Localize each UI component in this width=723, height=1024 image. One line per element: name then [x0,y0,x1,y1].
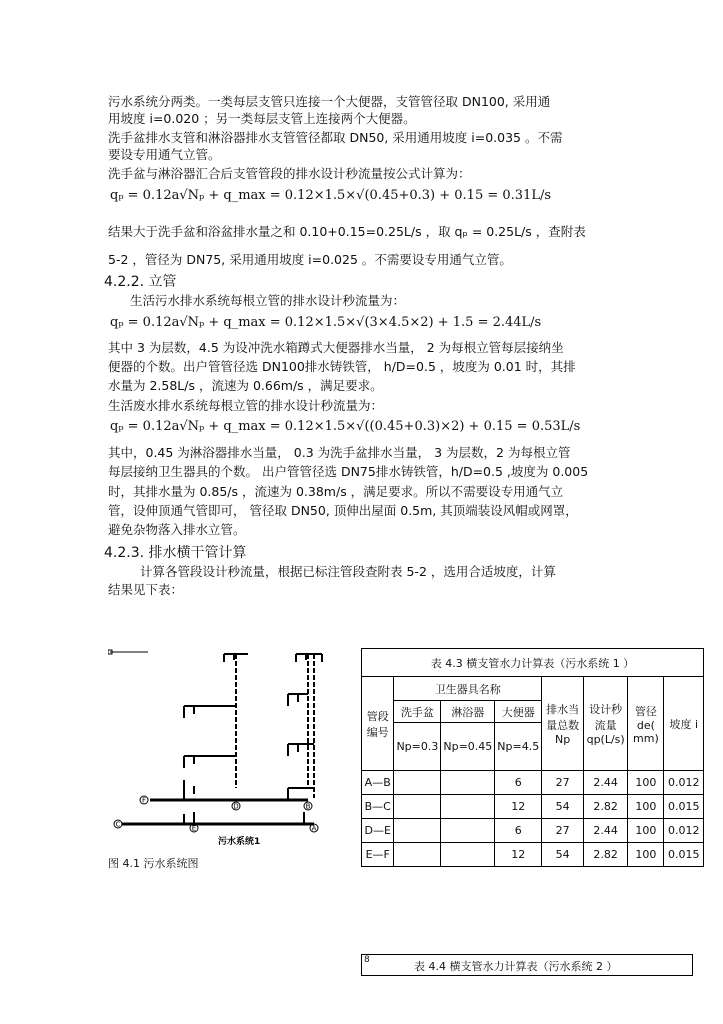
table-cell: 0.015 [664,795,704,819]
table-cell [441,771,495,795]
text-line: 生活污水排水系统每根立管的排水设计秒流量为： [130,293,406,308]
table-cell [441,819,495,843]
section-heading-4-2-3: 4.2.3. 排水横干管计算 [104,545,247,561]
hydraulic-table-4-3 [361,648,704,867]
sewage-system-diagram [108,648,350,848]
table-row [362,819,704,843]
table-cell [394,819,441,843]
table-cell: 0.012 [664,819,704,843]
table-cell: 6 [495,771,542,795]
table-cell: 100 [628,843,664,867]
text-line: 时，其排水量为 0.85/s ，流速为 0.38m/s ，满足要求。所以不需要设专用通气立 [108,484,564,499]
table-row [362,795,704,819]
table-cell: 12 [495,843,542,867]
formula-stack-sewage: qₚ = 0.12a√Nₚ + q_max = 0.12×1.5×√(3×4.5×2) + 1.5 = 2.44L/s [110,315,542,330]
table-cell: E—F [362,843,394,867]
table-cell [394,795,441,819]
header-shower: 淋浴器 [441,701,495,723]
table-title: 表 4.4 横支管水力计算表（污水系统 2 ） [414,960,618,973]
header-slope: 坡度 i [664,677,704,771]
text-line: 用坡度 i=0.020 ；另一类每层支管上连接两个大便器。 [108,111,416,126]
node-label: F [141,796,147,805]
table-cell: 27 [542,771,584,795]
text-line: 结果见下表： [108,582,184,597]
table-cell [394,843,441,867]
formula-stack-waste: qₚ = 0.12a√Nₚ + q_max = 0.12×1.5×√((0.45+0.3)×2) + 0.15 = 0.53L/s [110,419,581,434]
diagram-label: 污水系统1 [218,837,261,847]
table-cell: 2.82 [583,795,627,819]
node-label: C [115,820,121,829]
text-line: 避免杂物落入排水立管。 [108,522,246,537]
table-title: 表 4.3 横支管水力计算表（污水系统 1 ） [362,649,704,677]
table-cell [394,771,441,795]
table-cell: 6 [495,819,542,843]
table-cell: 54 [542,843,584,867]
table-cell [441,843,495,867]
table-row [362,771,704,795]
table-cell: 2.82 [583,843,627,867]
table-cell: 27 [542,819,584,843]
text-line: 要设专用通气立管。 [108,147,221,162]
formula-branch: qₚ = 0.12a√Nₚ + q_max = 0.12×1.5×√(0.45+0.3) + 0.15 = 0.31L/s [110,188,552,203]
text-line: 污水系统分两类。一类每层支管只连接一个大便器，支管管径取 DN100, 采用通 [108,94,551,109]
node-label: D [233,802,239,811]
table-cell: 100 [628,819,664,843]
table-cell [441,795,495,819]
node-label: B [305,802,311,811]
figure-caption: 图 4.1 污水系统图 [108,857,199,870]
text-line: 结果大于洗手盆和浴盆排水量之和 0.10+0.15=0.25L/s ，取 qₚ = 0.25L/s ，查附表 [108,224,586,239]
table-cell: 2.44 [583,771,627,795]
header-diameter: 管径 de( mm) [628,677,664,771]
text-line: 每层接纳卫生器具的个数。 出户管管径选 DN75排水铸铁管，h/D=0.5 ,坡度为 0.005 [108,464,589,479]
table-cell: 54 [542,795,584,819]
text-line: 便器的个数。出户管管径选 DN100排水铸铁管， h/D=0.5 ，坡度为 0.01 时，其排 [108,359,576,374]
np-shower: Np=0.45 [441,723,495,771]
table-cell: 100 [628,771,664,795]
table-cell: 12 [495,795,542,819]
node-label: A [311,824,317,833]
table-cell: 0.015 [664,843,704,867]
text-line: 计算各管段设计秒流量，根据已标注管段查附表 5-2 ，选用合适坡度，计算 [140,564,556,579]
np-basin: Np=0.3 [394,723,441,771]
text-line: 水量为 2.58L/s ，流速为 0.66m/s ，满足要求。 [108,378,383,393]
text-line: 其中 3 为层数，4.5 为设冲洗水箱蹲式大便器排水当量， 2 为每根立管每层接纳坐 [108,340,564,355]
table-cell: B—C [362,795,394,819]
header-basin: 洗手盆 [394,701,441,723]
text-line: 生活废水排水系统每根立管的排水设计秒流量为： [108,398,384,413]
header-equiv: 排水当量总数 Np [542,677,584,771]
header-segment: 管段编号 [362,677,394,771]
table-cell: A—B [362,771,394,795]
table-cell: 0.012 [664,771,704,795]
section-heading-4-2-2: 4.2.2. 立管 [104,274,177,290]
text-line: 其中，0.45 为淋浴器排水当量， 0.3 为洗手盆排水当量， 3 为层数，2 为每根立管 [108,445,571,460]
table-cell: 2.44 [583,819,627,843]
header-toilet: 大便器 [495,701,542,723]
table-4-4-header [361,954,693,976]
text-line: 洗手盆排水支管和淋浴器排水支管管径都取 DN50, 采用通用坡度 i=0.035 。不需 [108,130,563,145]
header-fixture-group: 卫生器具名称 [394,677,542,701]
text-line: 5-2 ，管径为 DN75, 采用通用坡度 i=0.025 。不需要设专用通气立管。 [108,252,512,267]
table-cell: 100 [628,795,664,819]
node-label: E [191,824,197,833]
text-line: 管，设伸顶通气管即可， 管径取 DN50, 顶伸出屋面 0.5m, 其顶端装设风帽或网罩， [108,503,578,518]
table-cell: D—E [362,819,394,843]
np-toilet: Np=4.5 [495,723,542,771]
header-flow: 设计秒流量 qp(L/s) [583,677,627,771]
page-number: 8 [364,955,370,965]
text-line: 洗手盆与淋浴器汇合后支管管段的排水设计秒流量按公式计算为： [108,166,471,181]
table-row [362,843,704,867]
